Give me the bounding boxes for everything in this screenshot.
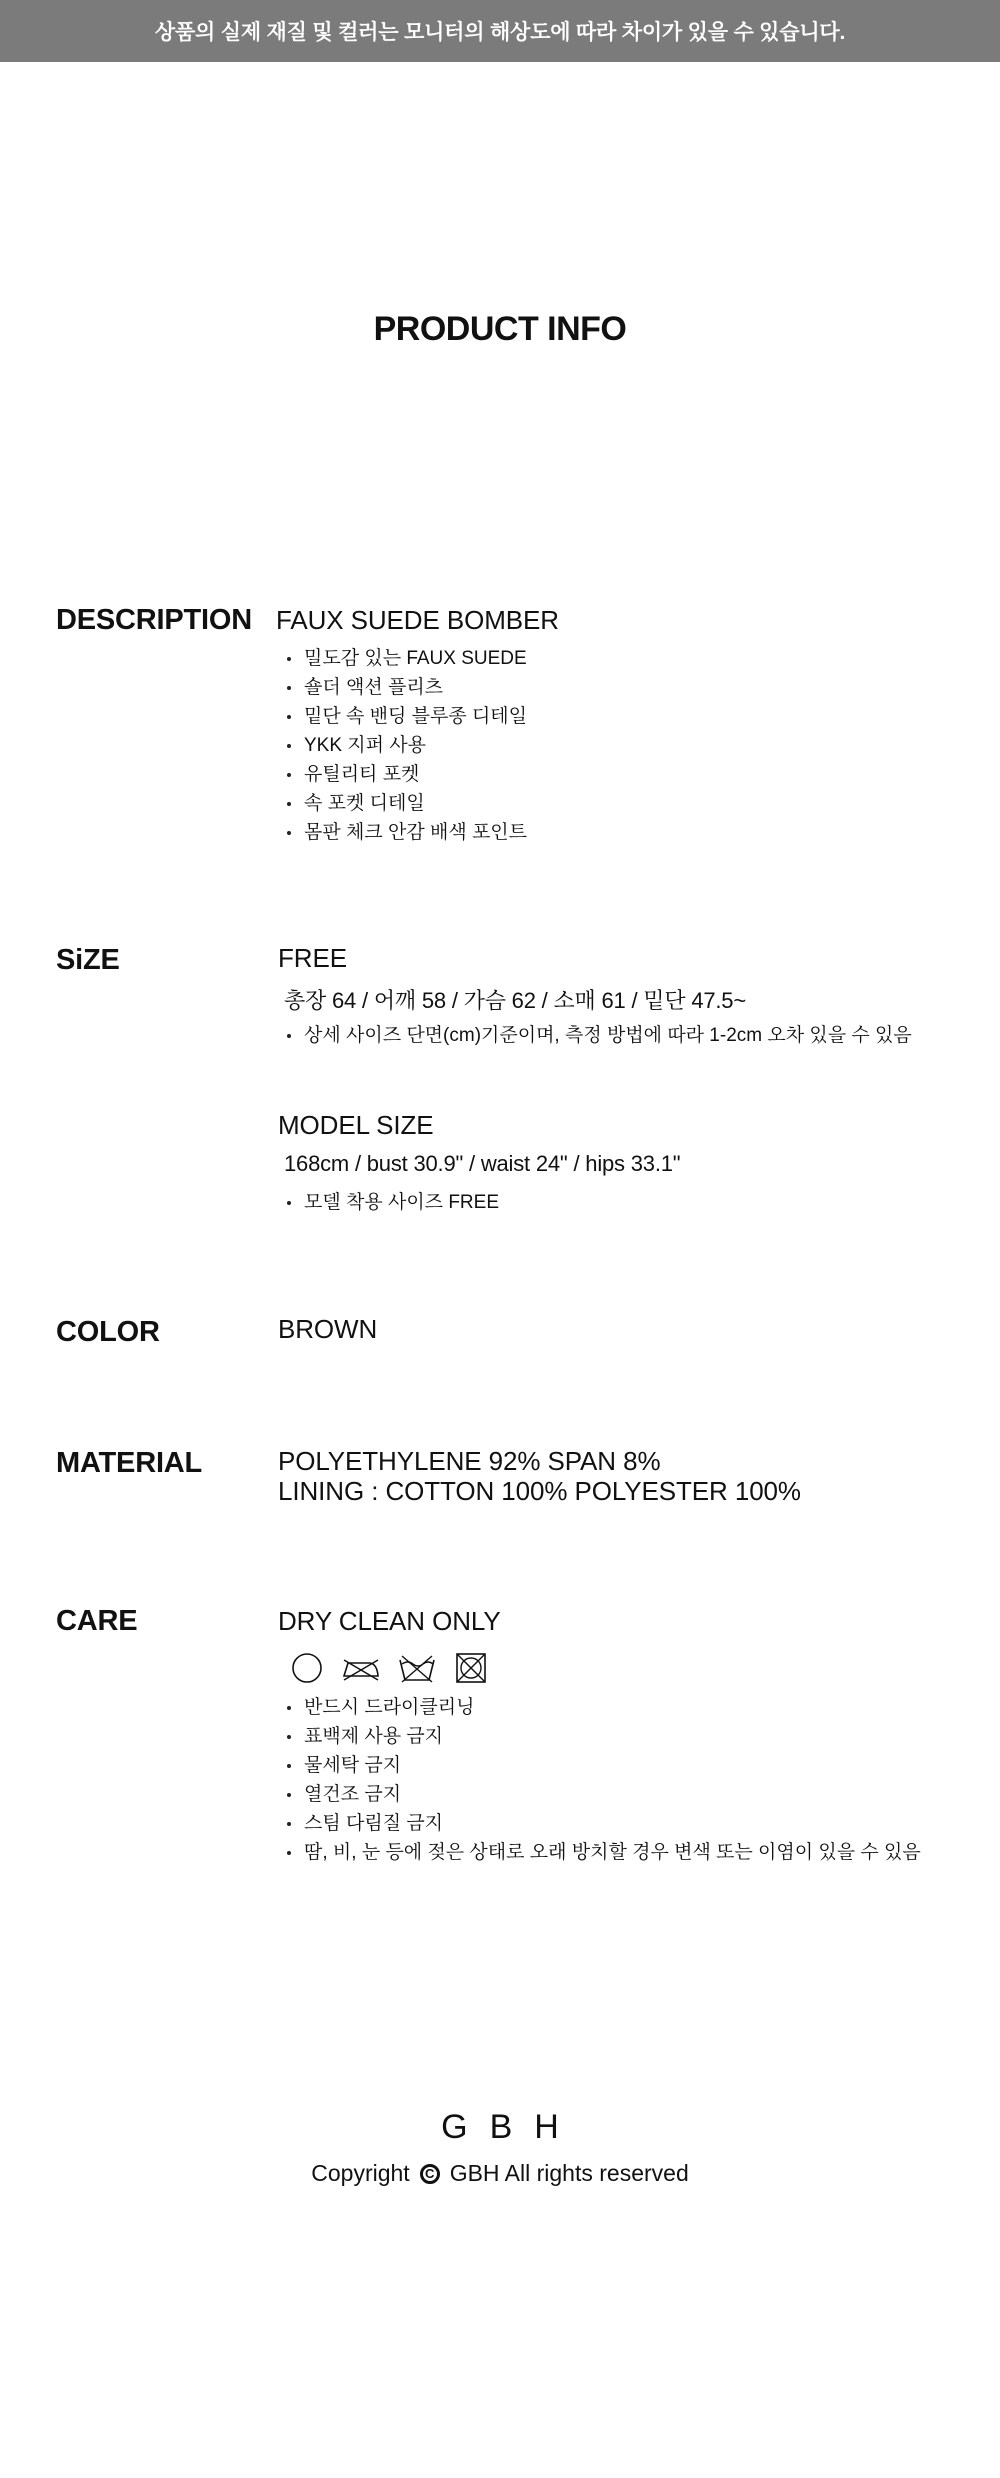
color-value: BROWN [278,1314,378,1344]
list-item: 속 포켓 디테일 [284,789,527,818]
list-item: 땀, 비, 눈 등에 젖은 상태로 오래 방치할 경우 변색 또는 이염이 있을 수 있음 [284,1838,921,1867]
color-label: COLOR [56,1316,160,1348]
material-label: MATERIAL [56,1447,203,1479]
list-item: 열건조 금지 [284,1780,921,1809]
list-item: 유틸리티 포켓 [284,760,527,789]
list-item: 스팀 다림질 금지 [284,1809,921,1838]
description-label: DESCRIPTION [56,604,252,636]
list-item: 밑단 속 밴딩 블루종 디테일 [284,702,527,731]
model-measure: 168cm / bust 30.9" / waist 24" / hips 33.1" [284,1151,681,1176]
material-line: POLYETHYLENE 92% SPAN 8% [278,1446,661,1476]
product-name: FAUX SUEDE BOMBER [276,605,559,635]
list-item: 밀도감 있는 FAUX SUEDE [284,644,527,673]
list-item: 몸판 체크 안감 배색 포인트 [284,818,527,847]
model-notes [284,1188,499,1217]
description-list [284,644,527,847]
material-line: LINING : COTTON 100% POLYESTER 100% [278,1476,801,1506]
copyright-suffix: GBH All rights reserved [449,2160,689,2186]
page-title: PRODUCT INFO [373,310,627,348]
size-notes [284,1021,912,1050]
care-list [284,1693,921,1867]
material-lines [278,1446,801,1506]
brand-logo: GBH [441,2108,581,2146]
size-measure: 총장 64 / 어깨 58 / 가슴 62 / 소매 61 / 밑단 47.5~ [284,988,746,1013]
care-label: CARE [56,1605,138,1637]
list-item: 숄더 액션 플리츠 [284,673,527,702]
copyright-prefix: Copyright [311,2160,410,2186]
care-name: DRY CLEAN ONLY [278,1606,501,1636]
care-icons [288,1650,490,1686]
list-item: YKK 지퍼 사용 [284,731,527,760]
list-item: 상세 사이즈 단면(cm)기준이며, 측정 방법에 따라 1-2cm 오차 있을 수 있음 [284,1021,912,1050]
size-name: FREE [278,943,347,973]
list-item: 표백제 사용 금지 [284,1722,921,1751]
list-item: 물세탁 금지 [284,1751,921,1780]
list-item: 반드시 드라이클리닝 [284,1693,921,1722]
size-label: SiZE [56,944,120,976]
model-size-title: MODEL SIZE [278,1110,434,1140]
no-wash-icon [396,1650,438,1686]
list-item: 모델 착용 사이즈 FREE [284,1188,499,1217]
no-tumble-dry-icon [452,1650,490,1686]
no-ironing-icon [340,1650,382,1686]
notice-banner: 상품의 실제 재질 및 컬러는 모니터의 해상도에 따라 차이가 있을 수 있습니다. [0,0,1000,62]
copyright-icon: C [420,2164,440,2184]
dry-clean-icon [288,1650,326,1686]
copyright [0,2160,1000,2187]
